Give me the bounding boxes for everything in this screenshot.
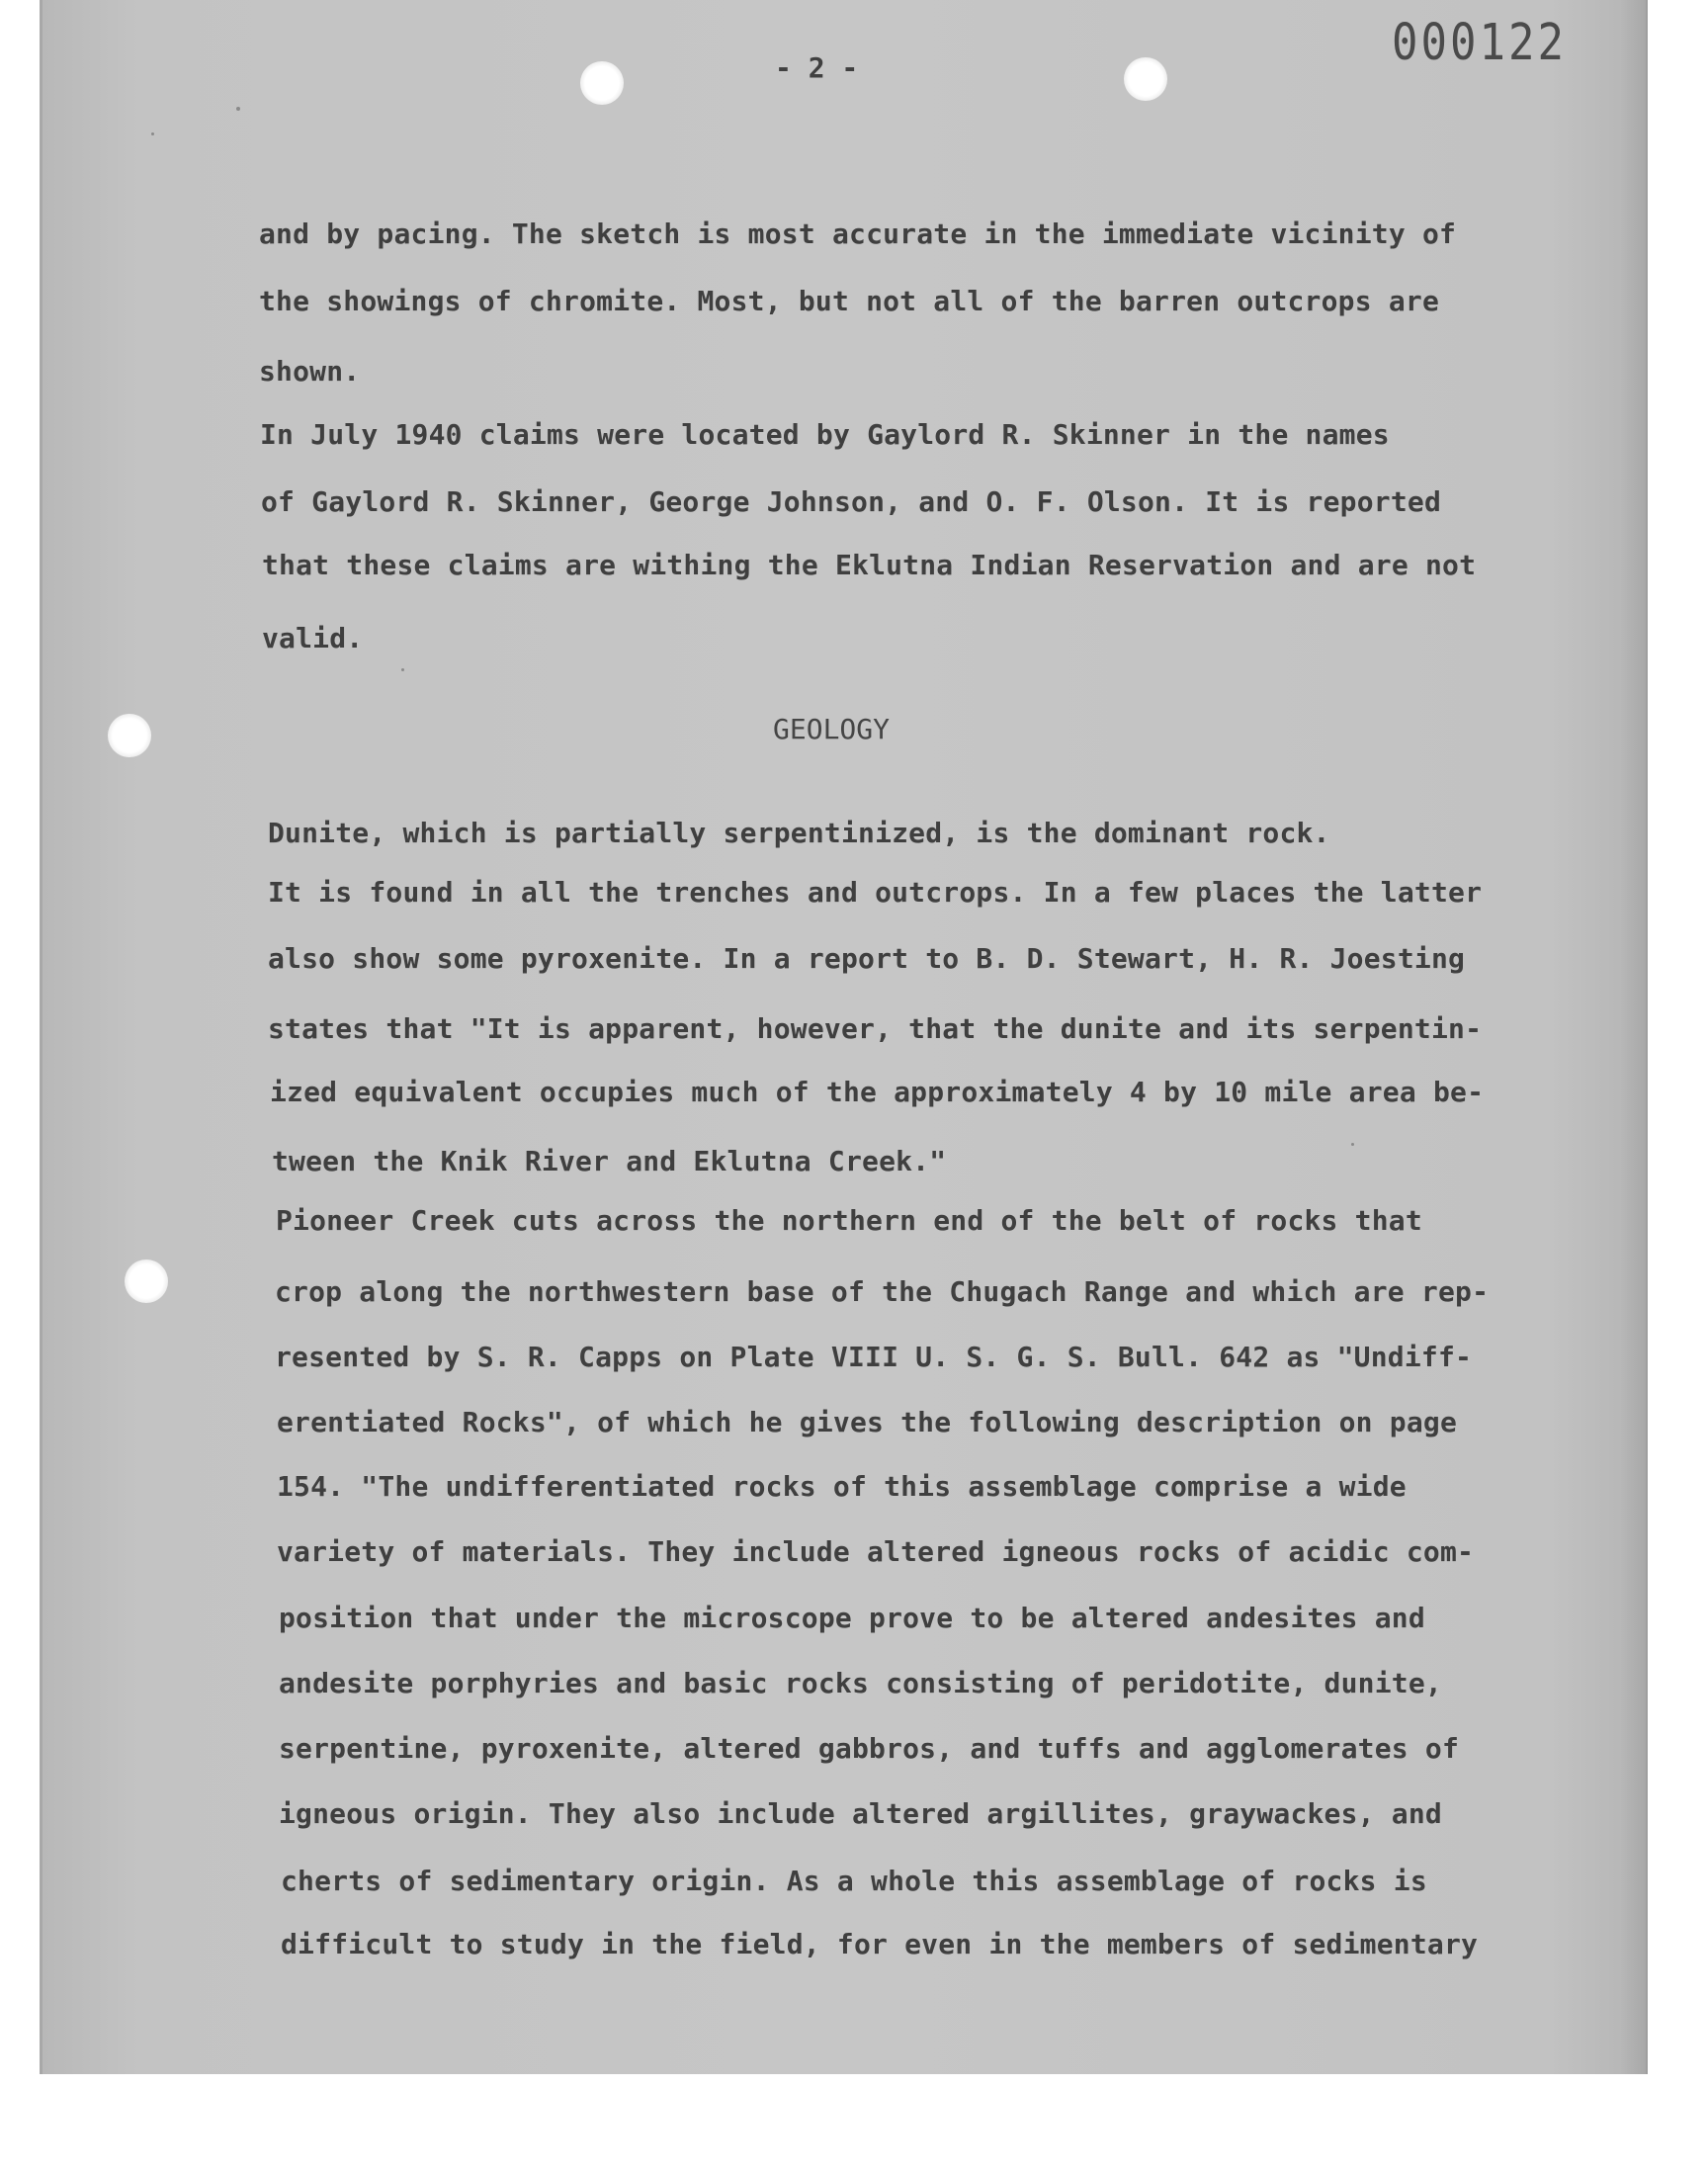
text-line: valid. — [262, 622, 364, 654]
text-line: and by pacing. The sketch is most accurate in the immediate vicinity of — [259, 218, 1457, 250]
text-line: andesite porphyries and basic rocks consisting of peridotite, dunite, — [279, 1667, 1442, 1699]
text-line: variety of materials. They include altered igneous rocks of acidic com- — [277, 1535, 1475, 1568]
text-line: igneous origin. They also include altered argillites, graywackes, and — [279, 1797, 1442, 1830]
text-line: erentiated Rocks", of which he gives the following description on page — [277, 1406, 1458, 1438]
text-line: difficult to study in the field, for even in the members of sedimentary — [281, 1928, 1479, 1960]
punch-hole — [580, 61, 624, 105]
text-line: crop along the northwestern base of the Chugach Range and which are rep- — [275, 1275, 1490, 1308]
paper-speck — [151, 132, 154, 135]
punch-hole — [125, 1260, 168, 1303]
text-line: states that "It is apparent, however, that the dunite and its serpentin- — [268, 1012, 1483, 1045]
text-line: that these claims are withing the Eklutna Indian Reservation and are not — [262, 549, 1477, 581]
page-number: - 2 - — [775, 51, 859, 84]
document-number: 000122 — [1392, 14, 1567, 72]
text-line: also show some pyroxenite. In a report to B. D. Stewart, H. R. Joesting — [268, 942, 1466, 975]
section-heading: GEOLOGY — [773, 713, 891, 745]
text-line: Dunite, which is partially serpentinized, is the dominant rock. — [268, 817, 1330, 849]
text-line: serpentine, pyroxenite, altered gabbros, and tuffs and agglomerates of — [279, 1732, 1460, 1765]
paper-speck — [1351, 1143, 1354, 1146]
text-line: 154. "The undifferentiated rocks of this assemblage comprise a wide — [277, 1470, 1407, 1503]
text-line: of Gaylord R. Skinner, George Johnson, and O. F. Olson. It is reported — [261, 485, 1442, 518]
text-line: tween the Knik River and Eklutna Creek." — [272, 1145, 947, 1177]
text-line: shown. — [259, 355, 361, 388]
text-line: Pioneer Creek cuts across the northern end of the belt of rocks that — [276, 1204, 1422, 1237]
paper-speck — [401, 668, 404, 671]
text-line: position that under the microscope prove to be altered andesites and — [279, 1602, 1425, 1634]
text-line: the showings of chromite. Most, but not all of the barren outcrops are — [259, 285, 1440, 317]
paper-speck — [236, 107, 240, 111]
text-line: It is found in all the trenches and outcrops. In a few places the latter — [268, 876, 1483, 909]
text-line: cherts of sedimentary origin. As a whole this assemblage of rocks is — [281, 1865, 1427, 1897]
punch-hole — [108, 714, 151, 757]
punch-hole — [1124, 57, 1167, 101]
text-line: ized equivalent occupies much of the approximately 4 by 10 mile area be- — [270, 1076, 1485, 1108]
text-line: In July 1940 claims were located by Gaylord R. Skinner in the names — [260, 418, 1390, 451]
text-line: resented by S. R. Capps on Plate VIII U. S. G. S. Bull. 642 as "Undiff- — [275, 1341, 1473, 1373]
